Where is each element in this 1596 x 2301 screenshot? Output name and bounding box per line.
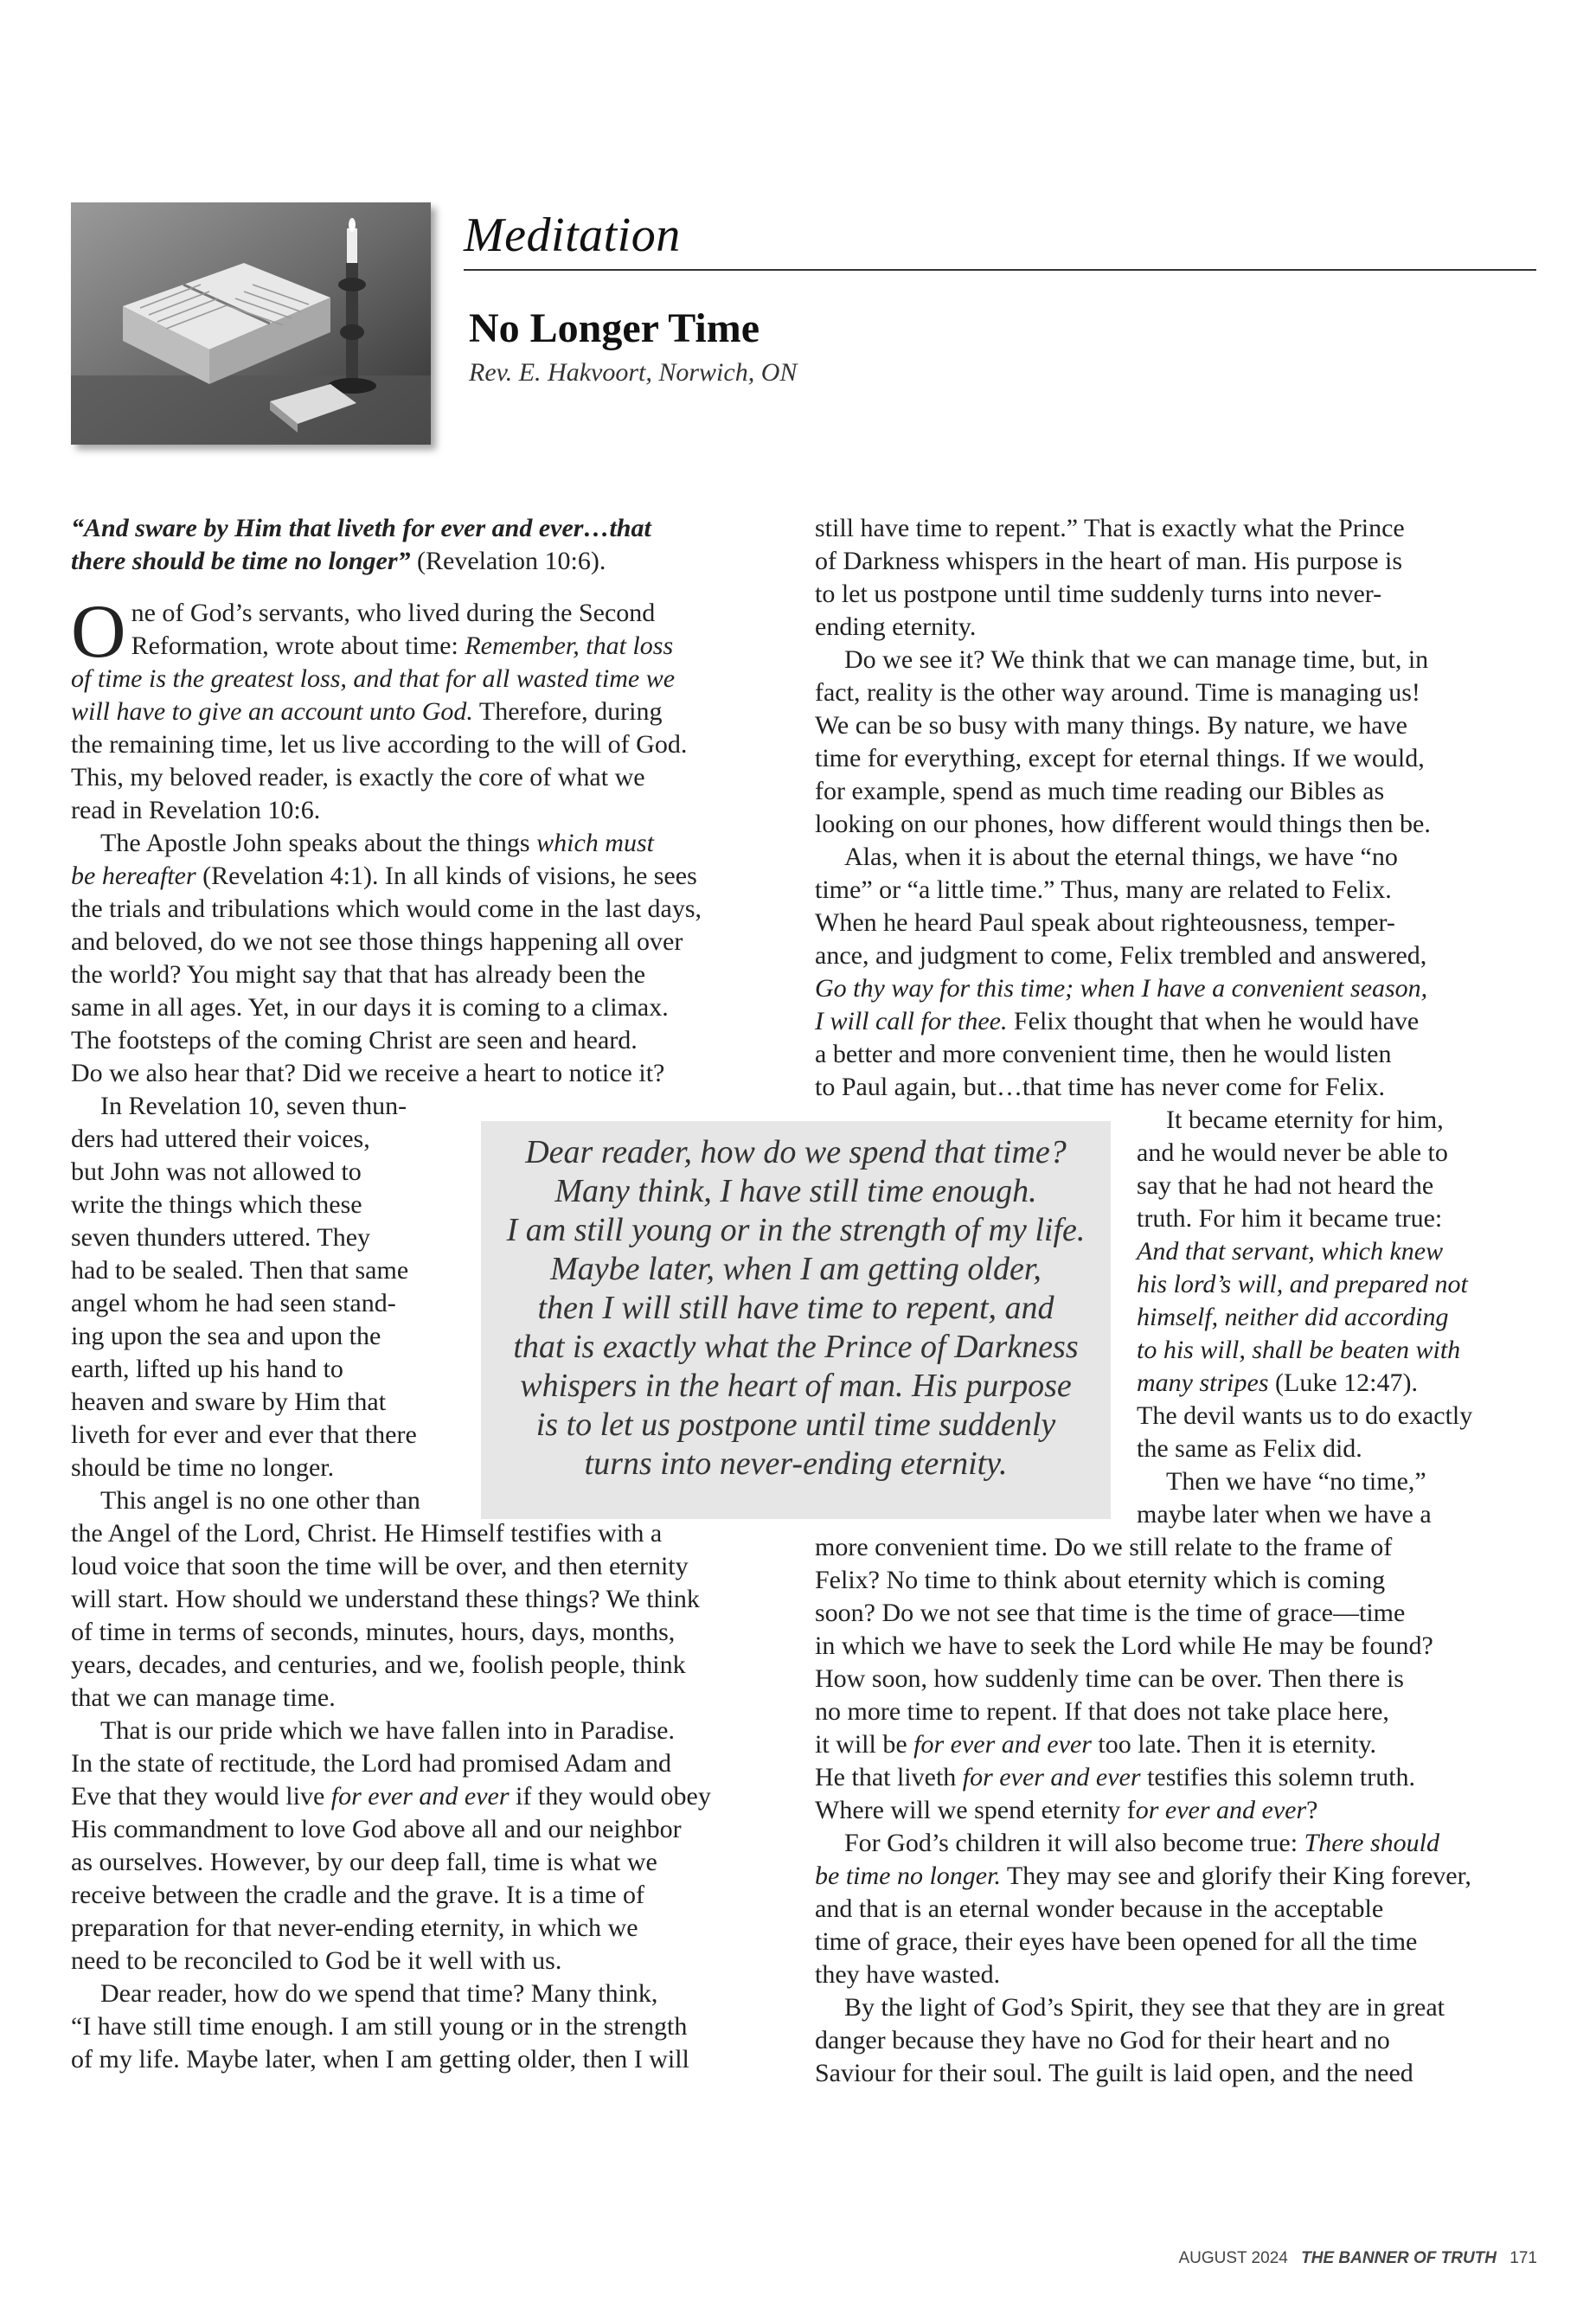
text-line: the trials and tribulations which would come in the last days, xyxy=(71,894,702,923)
text-line: Saviour for their soul. The guilt is laid open, and the need xyxy=(815,2059,1413,2087)
text-line: And that servant, which knew xyxy=(1137,1237,1444,1266)
text-line: read in Revelation 10:6. xyxy=(71,796,321,824)
text-line: for ever and ever xyxy=(913,1730,1092,1759)
text-line: no more time to repent. If that does not take place here, xyxy=(815,1697,1389,1726)
text-line: soon? Do we not see that time is the time of grace—time xyxy=(815,1599,1406,1627)
text-line: The Apostle John speaks about the things xyxy=(100,829,537,857)
text-line: looking on our phones, how different would things then be. xyxy=(815,810,1431,838)
text-line: Then we have “no time,” xyxy=(1166,1467,1426,1496)
text-line: preparation for that never-ending eternity, in which we xyxy=(71,1913,638,1942)
text-line: will start. How should we understand these things? We think xyxy=(71,1585,700,1613)
epigraph-quote: there should be time no longer” xyxy=(71,547,411,575)
text-line: need to be reconciled to God be it well with us. xyxy=(71,1946,562,1975)
text-line: his lord’s will, and prepared not xyxy=(1137,1270,1468,1298)
text-line: many stripes xyxy=(1137,1368,1269,1397)
text-line: still have time to repent.” That is exactly what the Prince xyxy=(815,514,1405,542)
drop-cap: O xyxy=(71,590,126,674)
pull-quote-line: then I will still have time to repent, and xyxy=(537,1290,1054,1326)
text-line: to let us postpone until time suddenly turns into never- xyxy=(815,580,1382,608)
text-line: and he would never be able to xyxy=(1137,1138,1448,1167)
text-line: ing upon the sea and upon the xyxy=(71,1322,381,1350)
text-line: be hereafter xyxy=(71,862,196,890)
text-line: they have wasted. xyxy=(815,1960,1001,1989)
text-line: “I have still time enough. I am still young or in the strength xyxy=(71,2012,688,2041)
text-line: Alas, when it is about the eternal things, we have “no xyxy=(844,843,1398,871)
text-line: ? xyxy=(1306,1796,1318,1824)
paragraph xyxy=(815,512,1533,644)
section-label: Meditation xyxy=(464,208,681,262)
text-line: more convenient time. Do we still relate to the frame of xyxy=(815,1533,1393,1561)
text-line: Felix? No time to think about eternity which is coming xyxy=(815,1566,1386,1594)
text-line: I will call for thee. xyxy=(815,1007,1008,1035)
text-line: the same as Felix did. xyxy=(1137,1434,1362,1463)
text-line: In Revelation 10, seven thun- xyxy=(100,1092,407,1120)
paragraph xyxy=(815,1827,1533,1991)
text-line: of my life. Maybe later, when I am getting older, then I will xyxy=(71,2045,689,2073)
text-line: ance, and judgment to come, Felix trembled and answered, xyxy=(815,941,1427,970)
paragraph xyxy=(71,827,789,1090)
text-line: maybe later when we have a xyxy=(1137,1500,1432,1529)
text-line: truth. For him it became true: xyxy=(1137,1204,1443,1233)
pull-quote-line: Many think, I have still time enough. xyxy=(554,1173,1037,1209)
text-line: it will be xyxy=(815,1730,914,1759)
text-line: time for everything, except for eternal things. If we would, xyxy=(815,744,1425,772)
text-line: ders had uttered their voices, xyxy=(71,1125,370,1153)
text-line: danger because they have no God for their heart and no xyxy=(815,2026,1390,2054)
pull-quote-line: Dear reader, how do we spend that time? xyxy=(525,1134,1067,1170)
text-line: same in all ages. Yet, in our days it is coming to a climax. xyxy=(71,993,669,1022)
text-line: of time in terms of seconds, minutes, hours, days, months, xyxy=(71,1618,676,1646)
epigraph-quote: “And sware by Him that liveth for ever and ever…that xyxy=(71,514,651,542)
text-line: for example, spend as much time reading our Bibles as xyxy=(815,777,1385,805)
text-line: for ever and ever xyxy=(330,1782,510,1811)
article-byline: Rev. E. Hakvoort, Norwich, ON xyxy=(469,358,798,387)
text-line: write the things which these xyxy=(71,1190,362,1219)
text-line: will have to give an account unto God. xyxy=(71,697,473,726)
text-line: Do we see it? We think that we can manage time, but, in xyxy=(844,645,1429,674)
paragraph xyxy=(815,1104,1533,1465)
text-line: They may see and glorify their King forever, xyxy=(1000,1862,1471,1890)
text-line: and that is an eternal wonder because in the acceptable xyxy=(815,1894,1384,1923)
text-line: be time no longer. xyxy=(815,1862,1001,1890)
paragraph xyxy=(815,1465,1533,1827)
text-line: should be time no longer. xyxy=(71,1453,335,1482)
text-line: When he heard Paul speak about righteousness, temper- xyxy=(815,908,1395,937)
text-line: How soon, how suddenly time can be over. Then there is xyxy=(815,1664,1404,1693)
paragraph xyxy=(815,644,1533,841)
text-line: Therefore, during xyxy=(472,697,663,726)
text-line: too late. Then it is eternity. xyxy=(1091,1730,1377,1759)
text-line: earth, lifted up his hand to xyxy=(71,1355,343,1383)
text-line: years, decades, and centuries, and we, foolish people, think xyxy=(71,1650,686,1679)
text-line: fact, reality is the other way around. Time is managing us! xyxy=(815,678,1420,707)
text-line: which must xyxy=(536,829,654,857)
text-line: (Revelation 4:1). In all kinds of visions, he sees xyxy=(195,862,697,890)
text-line: We can be so busy with many things. By nature, we have xyxy=(815,711,1407,740)
epigraph xyxy=(71,512,789,578)
text-line: This angel is no one other than xyxy=(100,1486,420,1515)
text-line: ending eternity. xyxy=(815,612,977,641)
text-line: that we can manage time. xyxy=(71,1683,336,1712)
text-line: Go thy way for this time; when I have a convenient season, xyxy=(815,974,1428,1003)
magazine-name: THE BANNER OF TRUTH xyxy=(1301,2249,1497,2267)
text-line: or ever and ever xyxy=(1135,1796,1307,1824)
pull-quote-line: whispers in the heart of man. His purpose xyxy=(520,1368,1072,1404)
text-line: Remember, that loss xyxy=(465,631,674,660)
header-illustration xyxy=(71,202,431,445)
text-line: to Paul again, but…that time has never come for Felix. xyxy=(815,1073,1386,1101)
text-line: but John was not allowed to xyxy=(71,1157,362,1186)
text-line: himself, neither did according xyxy=(1137,1303,1449,1331)
text-line: if they would obey xyxy=(509,1782,711,1811)
text-line: liveth for ever and ever that there xyxy=(71,1420,417,1449)
open-bible-candle-illustration xyxy=(71,202,431,445)
text-line: Dear reader, how do we spend that time? Many think, xyxy=(100,1979,658,2008)
text-line: heaven and sware by Him that xyxy=(71,1388,387,1416)
text-line: to his will, shall be beaten with xyxy=(1137,1336,1461,1364)
paragraph xyxy=(815,841,1533,1104)
text-line: The footsteps of the coming Christ are seen and heard. xyxy=(71,1026,638,1054)
issue-date: AUGUST 2024 xyxy=(1178,2249,1288,2267)
text-line: a better and more convenient time, then he would listen xyxy=(815,1040,1392,1068)
text-line: This, my beloved reader, is exactly the core of what we xyxy=(71,763,645,792)
text-line: That is our pride which we have fallen into in Paradise. xyxy=(100,1716,675,1745)
text-line: Eve that they would live xyxy=(71,1782,331,1811)
text-line: There should xyxy=(1304,1829,1439,1857)
article-title: No Longer Time xyxy=(469,305,760,351)
text-line: Felix thought that when he would have xyxy=(1007,1007,1420,1035)
text-line: as ourselves. However, by our deep fall, time is what we xyxy=(71,1848,657,1876)
text-line: for ever and ever xyxy=(962,1763,1141,1791)
text-line: receive between the cradle and the grave. It is a time of xyxy=(71,1881,645,1909)
text-line: seven thunders uttered. They xyxy=(71,1223,371,1252)
text-line: of Darkness whispers in the heart of man. His purpose is xyxy=(815,547,1403,575)
pull-quote-line: turns into never-ending eternity. xyxy=(584,1445,1008,1482)
text-line: Do we also hear that? Did we receive a heart to notice it? xyxy=(71,1059,665,1087)
text-line: of time is the greatest loss, and that for all wasted time we xyxy=(71,664,676,693)
section-divider xyxy=(464,269,1536,271)
text-line: angel whom he had seen stand- xyxy=(71,1289,396,1317)
text-line: For God’s children it will also become true: xyxy=(844,1829,1304,1857)
paragraph xyxy=(71,1977,789,2076)
pull-quote-line: that is exactly what the Prince of Darkness xyxy=(513,1329,1079,1365)
text-line: By the light of God’s Spirit, they see that they are in great xyxy=(844,1993,1445,2022)
paragraph xyxy=(71,1715,789,1977)
text-line: loud voice that soon the time will be over, and then eternity xyxy=(71,1552,689,1580)
text-line: the world? You might say that that has already been the xyxy=(71,960,646,989)
text-line: and beloved, do we not see those things happening all over xyxy=(71,927,683,956)
text-line: ne of God’s servants, who lived during the Second xyxy=(131,599,656,627)
text-line: It became eternity for him, xyxy=(1166,1106,1444,1134)
pull-quote-line: Maybe later, when I am getting older, xyxy=(550,1251,1042,1287)
text-line: He that liveth xyxy=(815,1763,963,1791)
text-line: testifies this solemn truth. xyxy=(1140,1763,1416,1791)
pull-quote-line: is to let us postpone until time suddenly xyxy=(535,1407,1056,1443)
text-line: In the state of rectitude, the Lord had promised Adam and xyxy=(71,1749,671,1778)
right-column xyxy=(815,512,1533,2090)
text-line: time” or “a little time.” Thus, many are related to Felix. xyxy=(815,875,1392,904)
pull-quote-line: I am still young or in the strength of my life. xyxy=(506,1212,1086,1248)
text-line: the remaining time, let us live according to the will of God. xyxy=(71,730,688,759)
text-line: had to be sealed. Then that same xyxy=(71,1256,409,1285)
text-line: The devil wants us to do exactly xyxy=(1137,1401,1473,1430)
text-line: say that he had not heard the xyxy=(1137,1171,1434,1200)
text-line: Reformation, wrote about time: xyxy=(131,631,465,660)
paragraph xyxy=(815,1991,1533,2090)
text-line: the Angel of the Lord, Christ. He Himself testifies with a xyxy=(71,1519,663,1548)
page-number: 171 xyxy=(1509,2249,1537,2267)
text-line: (Luke 12:47). xyxy=(1268,1368,1418,1397)
text-line: His commandment to love God above all and our neighbor xyxy=(71,1815,682,1843)
text-line: time of grace, their eyes have been opened for all the time xyxy=(815,1927,1418,1956)
text-line: in which we have to seek the Lord while He may be found? xyxy=(815,1631,1433,1660)
paragraph xyxy=(71,590,789,827)
epigraph-reference: (Revelation 10:6). xyxy=(410,547,606,575)
text-line: Where will we spend eternity f xyxy=(815,1796,1136,1824)
